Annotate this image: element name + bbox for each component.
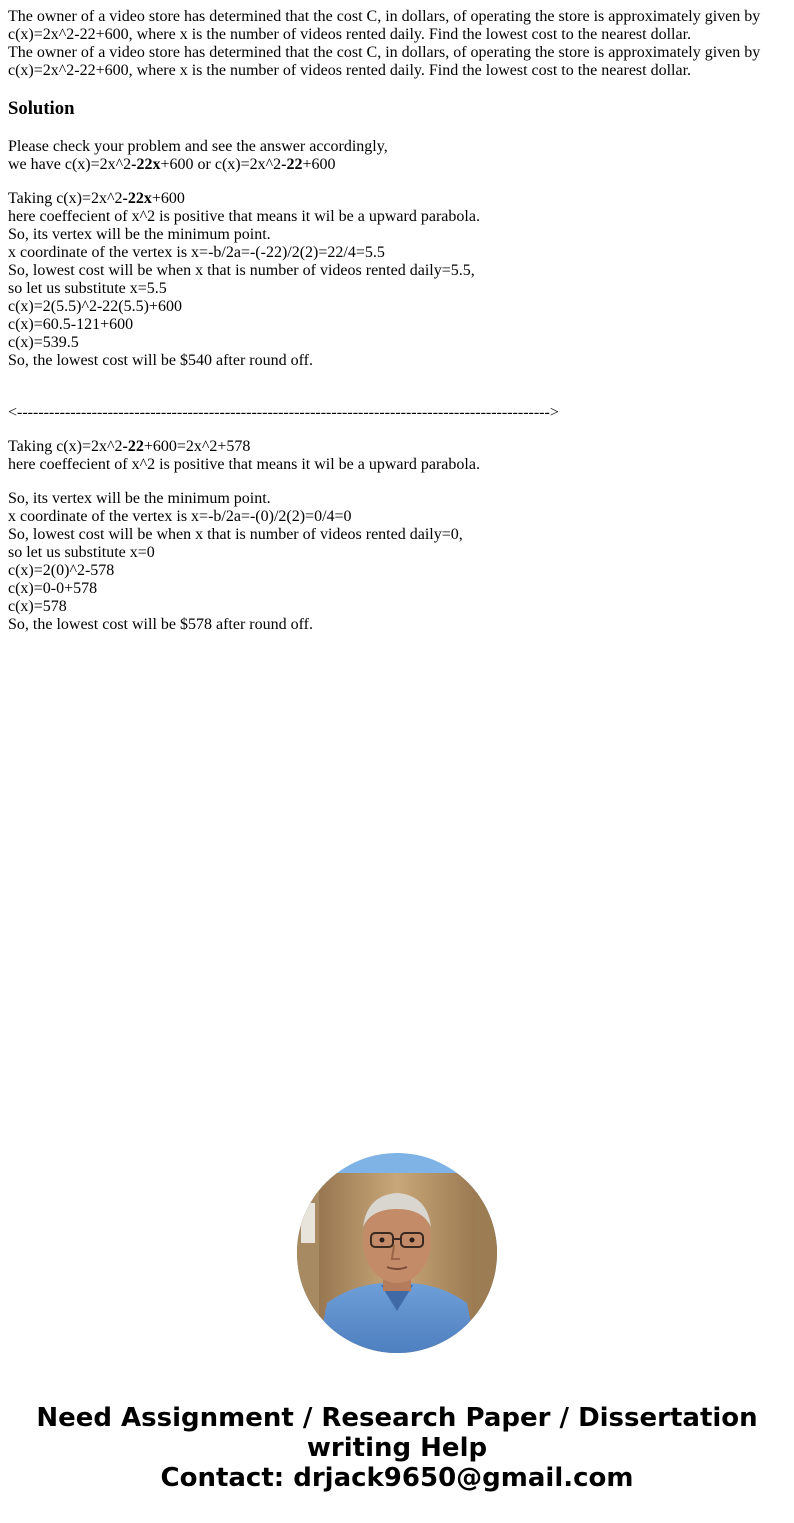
- case1-block: [8, 190, 786, 370]
- avatar-portrait-icon: [297, 1153, 497, 1353]
- case2-block: [8, 490, 786, 634]
- case1-line: c(x)=60.5-121+600: [8, 316, 134, 333]
- footer-contact: Contact: drjack9650@gmail.com: [160, 1463, 634, 1493]
- case2-title: Taking c(x)=2x^2-22+600=2x^2+578: [8, 438, 251, 455]
- intro-line: Please check your problem and see the answer accordingly,: [8, 138, 388, 155]
- author-avatar: [297, 1153, 497, 1353]
- case1-line: So, its vertex will be the minimum point.: [8, 226, 271, 243]
- case2-line: So, the lowest cost will be $578 after round off.: [8, 616, 313, 633]
- case2-line: c(x)=578: [8, 598, 67, 615]
- case2-line: c(x)=0-0+578: [8, 580, 98, 597]
- footer-banner: [0, 1403, 794, 1493]
- question-line: c(x)=2x^2-22+600, where x is the number of videos rented daily. Find the lowest cost to the nearest dollar.: [8, 26, 692, 43]
- question-line: The owner of a video store has determined that the cost C, in dollars, of operating the store is approximately given by: [8, 44, 761, 61]
- intro-equations: we have c(x)=2x^2-22x+600 or c(x)=2x^2-22+600: [8, 156, 336, 173]
- case2-line: here coeffecient of x^2 is positive that means it wil be a upward parabola.: [8, 456, 480, 473]
- document-body: [8, 8, 786, 634]
- question-line: c(x)=2x^2-22+600, where x is the number of videos rented daily. Find the lowest cost to the nearest dollar.: [8, 62, 692, 79]
- case2-header: [8, 438, 786, 474]
- separator-block: [8, 404, 786, 422]
- case2-line: c(x)=2(0)^2-578: [8, 562, 115, 579]
- question-text: [8, 8, 786, 80]
- case1-line: so let us substitute x=5.5: [8, 280, 167, 297]
- separator-arrow: <---------------------------------------------------------------------------------------------------->: [8, 404, 559, 421]
- footer-line: writing Help: [306, 1433, 488, 1463]
- case1-title: Taking c(x)=2x^2-22x+600: [8, 190, 185, 207]
- case2-line: So, its vertex will be the minimum point.: [8, 490, 271, 507]
- case1-line: x coordinate of the vertex is x=-b/2a=-(-22)/2(2)=22/4=5.5: [8, 244, 385, 261]
- case1-line: c(x)=2(5.5)^2-22(5.5)+600: [8, 298, 182, 315]
- case1-line: So, the lowest cost will be $540 after round off.: [8, 352, 313, 369]
- case2-line: so let us substitute x=0: [8, 544, 155, 561]
- case1-line: here coeffecient of x^2 is positive that means it wil be a upward parabola.: [8, 208, 480, 225]
- footer-line: Need Assignment / Research Paper / Dissertation: [36, 1403, 758, 1433]
- case1-line: So, lowest cost will be when x that is number of videos rented daily=5.5,: [8, 262, 475, 279]
- case2-line: x coordinate of the vertex is x=-b/2a=-(0)/2(2)=0/4=0: [8, 508, 352, 525]
- intro-block: [8, 138, 786, 174]
- solution-heading: Solution: [8, 98, 75, 119]
- case1-line: c(x)=539.5: [8, 334, 79, 351]
- case2-line: So, lowest cost will be when x that is number of videos rented daily=0,: [8, 526, 463, 543]
- question-line: The owner of a video store has determined that the cost C, in dollars, of operating the store is approximately given by: [8, 8, 761, 25]
